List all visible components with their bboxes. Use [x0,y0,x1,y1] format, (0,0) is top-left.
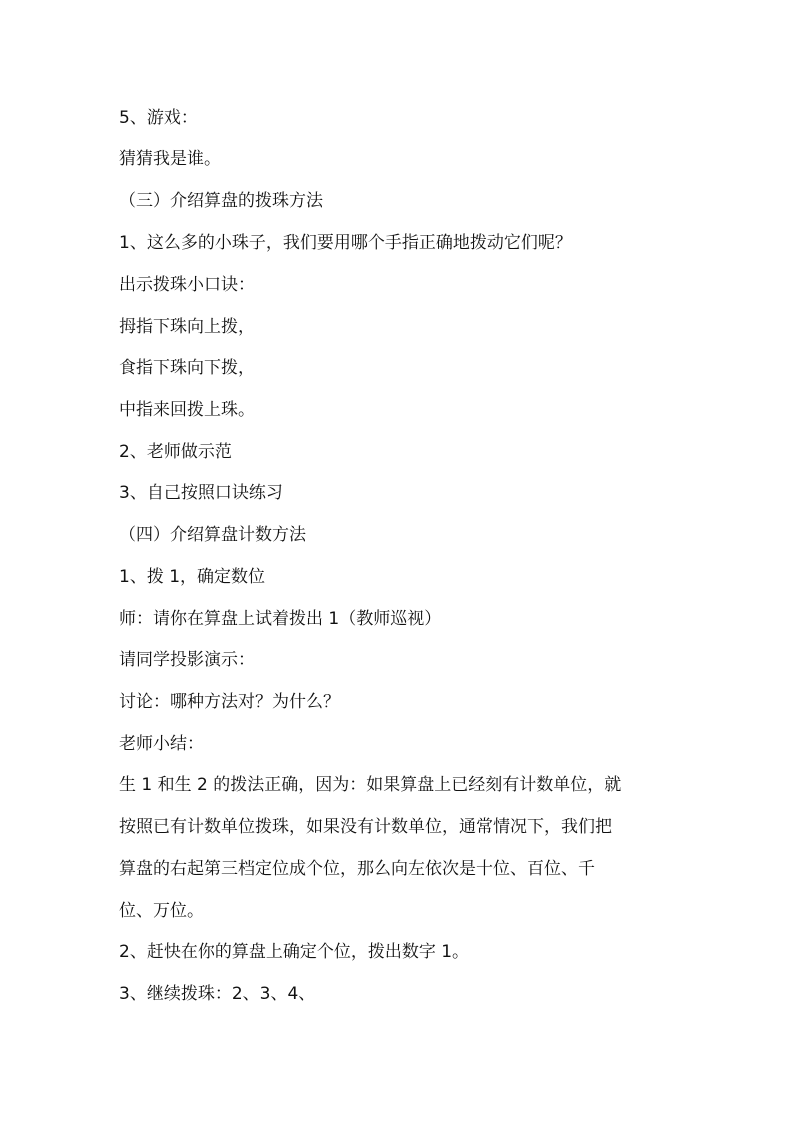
summary-line-2: 按照已有计数单位拨珠，如果没有计数单位，通常情况下，我们把 [119,817,612,837]
game-description: 猜猜我是谁。 [119,149,221,169]
summary-line-4: 位、万位。 [119,901,204,921]
discussion: 讨论：哪种方法对？为什么？ [119,692,340,712]
rhyme-line-3: 中指来回拨上珠。 [119,400,255,420]
summary-line-1: 生 1 和生 2 的拨法正确，因为：如果算盘上已经刻有计数单位，就 [119,775,622,795]
item-2-demo: 2、老师做示范 [119,442,232,462]
item-3-practice: 3、自己按照口诀练习 [119,483,283,503]
item-3-continue: 3、继续拨珠：2、3、4、 [119,984,316,1004]
rhyme-line-2: 食指下珠向下拨， [119,358,255,378]
section-4-heading: （四）介绍算盘计数方法 [119,525,306,545]
section-3-heading: （三）介绍算盘的拨珠方法 [119,191,323,211]
item-1-place-value: 1、拨 1，确定数位 [119,567,266,587]
teacher-summary-label: 老师小结： [119,734,204,754]
paragraph-rhyme-intro: 出示拨珠小口诀： [119,275,255,295]
student-demo: 请同学投影演示： [119,650,255,670]
paragraph-question: 1、这么多的小珠子，我们要用哪个手指正确地拨动它们呢？ [119,233,572,253]
teacher-instruction: 师：请你在算盘上试着拨出 1（教师巡视） [119,609,442,629]
rhyme-line-1: 拇指下珠向上拨， [119,317,255,337]
item-5-game: 5、游戏： [119,108,198,128]
item-2-units: 2、赶快在你的算盘上确定个位，拨出数字 1。 [119,942,470,962]
summary-line-3: 算盘的右起第三档定位成个位，那么向左依次是十位、百位、千 [119,859,595,879]
